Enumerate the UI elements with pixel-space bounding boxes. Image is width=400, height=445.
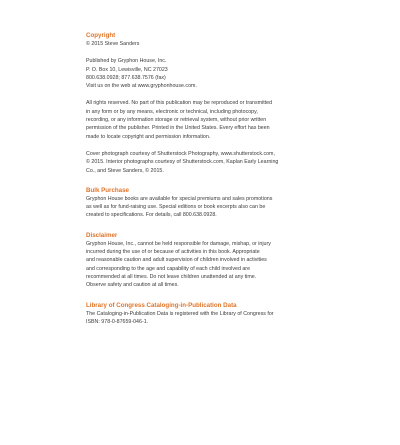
rights-line: recording, or any information storage or retrieval system, without prior written	[86, 117, 267, 124]
rights-statement	[86, 99, 298, 140]
rights-line: in any form or by any means, electronic or technical, including photocopy,	[86, 108, 258, 115]
bulk-purchase-line: created to specifications. For details, call 800.638.0928.	[86, 212, 217, 219]
copyright-heading: Copyright	[86, 32, 116, 39]
rights-line: permission of the publisher. Printed in the United States. Every effort has been	[86, 125, 270, 132]
disclaimer-line: Gryphon House, Inc., cannot be held responsible for damage, mishap, or injury	[86, 240, 271, 247]
cip-line: The Cataloging-in-Publication Data is registered with the Library of Congress for	[86, 310, 274, 317]
cover-credit-line: Cover photograph courtesy of Shutterstock Photography, www.shutterstock.com,	[86, 150, 275, 157]
disclaimer-line: and corresponding to the age and capability of each child involved are	[86, 265, 251, 272]
publisher-line: P. O. Box 10, Lewisville, NC 27023	[86, 66, 168, 73]
disclaimer-line: and reasonable caution and adult supervision of children involved in activities	[86, 257, 267, 264]
publisher-line: Visit us on the web at www.gryphonhouse.com.	[86, 83, 197, 90]
cover-credit-line: © 2015. Interior photographs courtesy of Shutterstock.com, Kaplan Early Learning	[86, 159, 279, 166]
cip-line: ISBN: 978-0-87659-046-1.	[86, 318, 149, 325]
publisher-line: Published by Gryphon House, Inc.	[86, 58, 167, 65]
disclaimer-section	[86, 232, 298, 290]
cip-heading: Library of Congress Cataloging-in-Publication Data	[86, 301, 237, 309]
rights-line: All rights reserved. No part of this publication may be reproduced or transmitted	[86, 100, 273, 107]
cover-credit-line: Co., and Steve Sanders, © 2015.	[86, 167, 164, 174]
disclaimer-heading: Disclaimer	[86, 231, 118, 239]
disclaimer-line: incurred during the use of or because of activities in this book. Appropriate	[86, 249, 260, 256]
cip-section	[86, 302, 298, 327]
bulk-purchase-section	[86, 187, 298, 220]
disclaimer-line: recommended at all times. Do not leave children unattended at any time.	[86, 273, 257, 280]
cover-credit	[86, 150, 298, 175]
page-content	[86, 32, 298, 326]
publisher-line: 800.638.0928; 877.638.7576 (fax)	[86, 74, 166, 81]
bulk-purchase-heading: Bulk Purchase	[86, 186, 129, 194]
rights-line: made to locate copyright and permission information.	[86, 133, 211, 140]
bulk-purchase-line: as well as for fund-raising use. Special editions or book excerpts also can be	[86, 204, 266, 211]
copyright-notice: © 2015 Steve Sanders	[86, 41, 140, 47]
disclaimer-line: Observe safety and caution at all times.	[86, 282, 179, 289]
publisher-info	[86, 57, 298, 90]
bulk-purchase-line: Gryphon House books are available for special premiums and sales promotions	[86, 195, 273, 202]
